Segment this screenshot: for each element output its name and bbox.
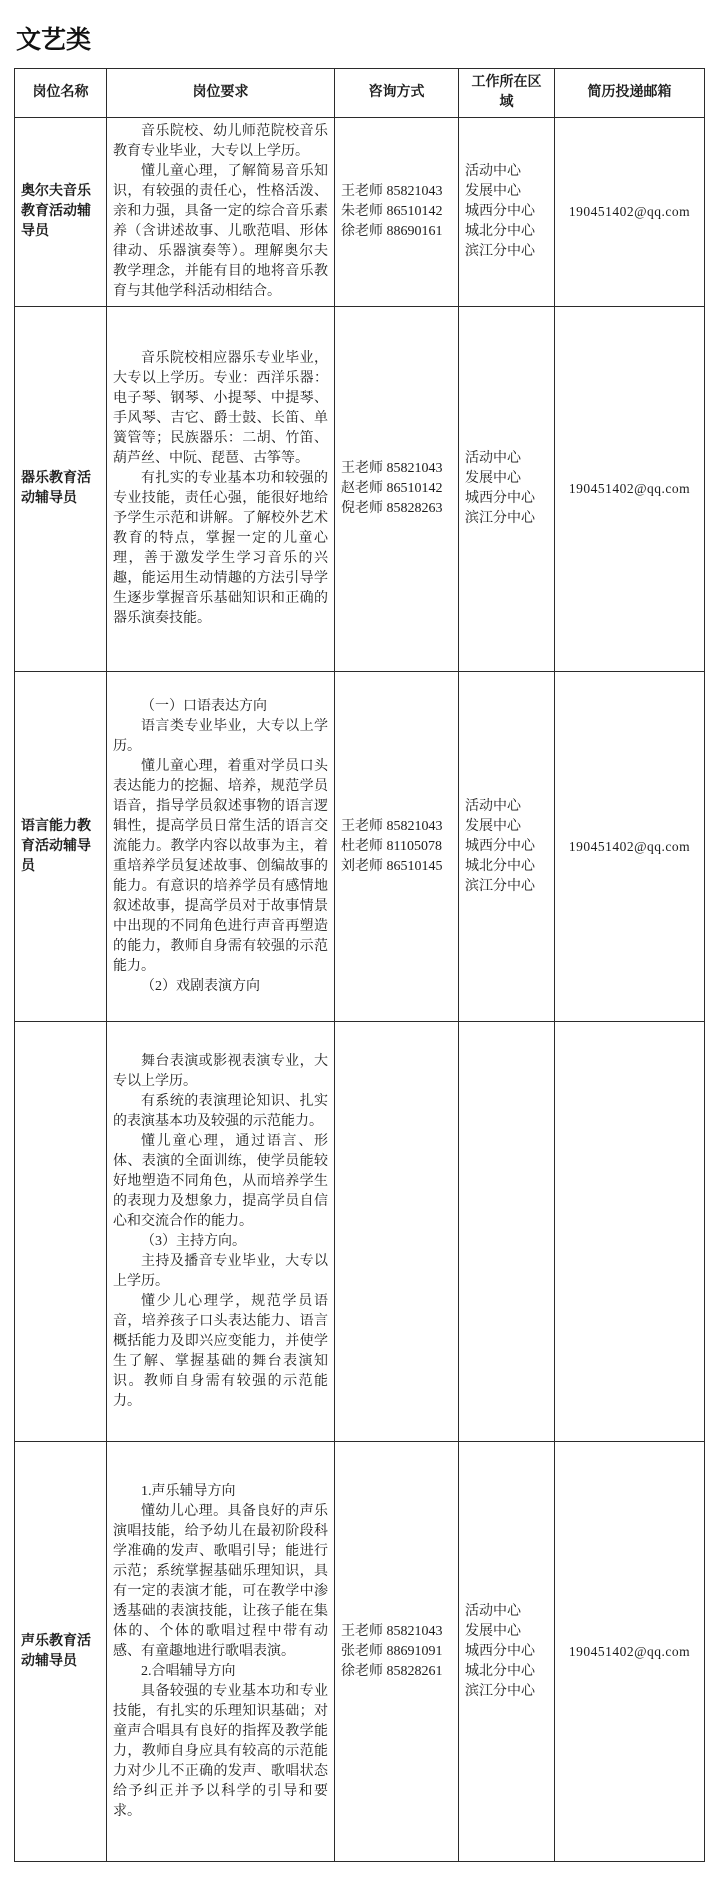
area-line: 活动中心 [465,1603,521,1619]
requirement-paragraph: 主持及播音专业毕业，大专以上学历。 [113,1253,328,1289]
work-area-cell [459,1022,555,1442]
contact-line: 朱老师 86510142 [341,204,443,219]
contact-cell [335,1022,459,1442]
position-name [15,1022,107,1442]
header-requirements: 岗位要求 [107,69,335,118]
requirement-paragraph: 有系统的表演理论知识、扎实的表演基本功及较强的示范能力。 [113,1093,328,1129]
area-line: 发展中心 [465,818,521,834]
requirements-cell [107,1442,335,1862]
requirement-paragraph: 2.合唱辅导方向 [141,1663,236,1679]
requirement-paragraph: 懂儿童心理，着重对学员口头表达能力的挖掘、培养，规范学员语音，指导学员叙述事物的语言逻辑性，提高学员日常生活的语言交流能力。教学内容以故事为主，着重培养学员复述故事、创编故事的能力。有意识的培养学员有感情地叙述故事，提高学员对于故事情景中出现的不同角色进行声音再塑造的能力，教师自身需有较强的示范能力。 [113,758,328,974]
requirement-paragraph: （一）口语表达方向 [141,698,267,714]
area-line: 滨江分中心 [465,878,535,894]
contact-line: 赵老师 86510142 [341,481,443,496]
table-row [15,307,705,672]
contact-line: 徐老师 88690161 [341,224,443,239]
requirements-cell [107,307,335,672]
area-line: 城西分中心 [465,1643,535,1659]
contact-line: 张老师 88691091 [341,1643,443,1659]
requirement-paragraph: （2）戏剧表演方向 [141,978,260,994]
area-line: 城西分中心 [465,838,535,854]
position-name: 器乐教育活动辅导员 [15,307,107,672]
contact-line: 徐老师 85828261 [341,1663,443,1679]
area-line: 滨江分中心 [465,244,535,259]
work-area-cell [459,1442,555,1862]
area-line: 发展中心 [465,184,521,199]
jobs-table [14,68,705,1862]
contact-line: 刘老师 86510145 [341,858,443,874]
area-line: 发展中心 [465,1623,521,1639]
position-name: 语言能力教育活动辅导员 [15,672,107,1022]
email-address: 190451402@qq.com [568,1643,691,1659]
email-address: 190451402@qq.com [568,204,691,219]
table-row [15,672,705,1022]
requirement-paragraph: 音乐院校、幼儿师范院校音乐教育专业毕业，大专以上学历。 [113,124,328,159]
email-cell [555,307,705,672]
area-line: 滨江分中心 [465,1683,535,1699]
work-area-cell [459,307,555,672]
header-position-name: 岗位名称 [15,69,107,118]
requirements-cell [107,118,335,307]
contact-line: 王老师 85821043 [341,818,443,834]
email-cell [555,672,705,1022]
page-title: 文艺类 [16,27,92,54]
contact-line: 王老师 85821043 [341,184,443,199]
requirement-paragraph: 懂儿童心理，通过语言、形体、表演的全面训练，使学员能较好地塑造不同角色，从而培养学生的表现力及想象力，提高学员自信心和交流合作的能力。 [113,1133,328,1229]
area-line: 城西分中心 [465,204,535,219]
requirements-cell [107,672,335,1022]
requirement-paragraph: 懂儿童心理，了解简易音乐知识，有较强的责任心，性格活泼、亲和力强，具备一定的综合音乐素养（含讲述故事、儿歌范唱、形体律动、乐器演奏等）。理解奥尔夫教学理念，并能有目的地将音乐教育与其他学科活动相结合。 [113,164,328,299]
requirement-paragraph: 1.声乐辅导方向 [141,1483,236,1499]
header-resume-email: 简历投递邮箱 [555,69,705,118]
table-header-row [15,69,705,118]
contact-line: 杜老师 81105078 [341,838,442,854]
area-line: 城北分中心 [465,858,535,874]
requirement-paragraph: 懂幼儿心理。具备良好的声乐演唱技能，给予幼儿在最初阶段科学准确的发声、歌唱引导；能进行示范；系统掌握基础乐理知识，具有一定的表演才能，可在教学中渗透基础的表演技能，让孩子能在集体的、个体的歌唱过程中带有动感、有童趣地进行歌唱表演。 [113,1503,328,1659]
work-area-cell [459,118,555,307]
area-line: 城北分中心 [465,1663,535,1679]
position-name: 奥尔夫音乐教育活动辅导员 [15,118,107,307]
work-area-cell [459,672,555,1022]
area-line: 滨江分中心 [465,511,535,526]
email-cell [555,1022,705,1442]
requirements-cell [107,1022,335,1442]
email-address: 190451402@qq.com [568,838,691,854]
requirement-paragraph: 懂少儿心理学，规范学员语音，培养孩子口头表达能力、语言概括能力及即兴应变能力，并使学生了解、掌握基础的舞台表演知识。教师自身需有较强的示范能力。 [113,1293,328,1409]
position-name: 声乐教育活动辅导员 [15,1442,107,1862]
table-row [15,1442,705,1862]
requirement-paragraph: 音乐院校相应器乐专业毕业，大专以上学历。专业：西洋乐器：电子琴、钢琴、小提琴、中提琴、手风琴、吉它、爵士鼓、长笛、单簧管等；民族器乐：二胡、竹笛、葫芦丝、中阮、琵琶、古筝等。 [113,351,328,466]
area-line: 城西分中心 [465,491,535,506]
requirement-paragraph: （3）主持方向。 [141,1233,246,1249]
area-line: 活动中心 [465,164,521,179]
header-contact: 咨询方式 [335,69,459,118]
contact-cell [335,672,459,1022]
contact-cell [335,1442,459,1862]
header-work-area: 工作所在区域 [459,69,555,118]
area-line: 发展中心 [465,471,521,486]
requirement-paragraph: 具备较强的专业基本功和专业技能，有扎实的乐理知识基础；对童声合唱具有良好的指挥及教学能力，教师自身应具有较高的示范能力对少儿不正确的发声、歌唱状态给予纠正并予以科学的引导和要求。 [113,1683,328,1819]
requirement-paragraph: 舞台表演或影视表演专业，大专以上学历。 [113,1053,328,1089]
area-line: 活动中心 [465,798,521,814]
table-row [15,1022,705,1442]
email-address: 190451402@qq.com [568,481,691,496]
requirement-paragraph: 语言类专业毕业，大专以上学历。 [113,718,328,754]
table-row [15,118,705,307]
contact-cell [335,307,459,672]
contact-line: 倪老师 85828263 [341,501,443,516]
area-line: 城北分中心 [465,224,535,239]
contact-line: 王老师 85821043 [341,1623,443,1639]
requirement-paragraph: 有扎实的专业基本功和较强的专业技能，责任心强，能很好地给予学生示范和讲解。了解校外艺术教育的特点，掌握一定的儿童心理，善于激发学生学习音乐的兴趣，能运用生动情趣的方法引导学生逐步掌握音乐基础知识和正确的器乐演奏技能。 [113,471,328,626]
contact-line: 王老师 85821043 [341,461,443,476]
email-cell [555,1442,705,1862]
contact-cell [335,118,459,307]
area-line: 活动中心 [465,451,521,466]
email-cell [555,118,705,307]
